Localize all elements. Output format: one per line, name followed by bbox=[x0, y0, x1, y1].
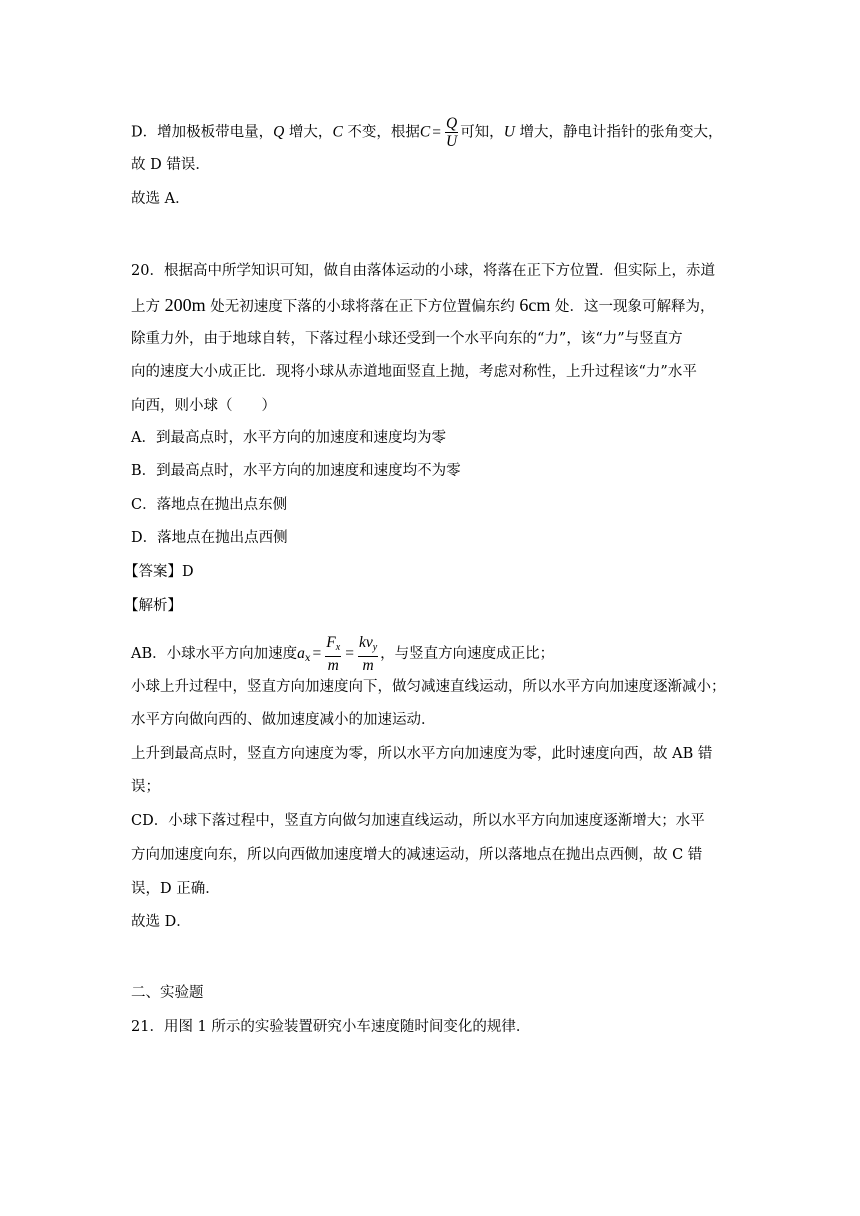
analysis-line-5: 误； bbox=[131, 779, 160, 795]
q20-stem-line-1: 20．根据高中所学知识可知，做自由落体运动的小球，将落在正下方位置．但实际上，赤道 bbox=[131, 263, 715, 279]
analysis-line-7: 方向加速度向东，所以向西做加速度增大的减速运动，所以落地点在抛出点西侧，故 C 错 bbox=[131, 847, 703, 863]
q20-stem-line-3: 除重力外，由于地球自转，下落过程小球还受到一个水平向东的“力”，该“力”与竖直方 bbox=[131, 331, 683, 347]
formula-lhs: C bbox=[419, 123, 431, 141]
text-segment: 处无初速度下落的小球将落在正下方位置偏东约 bbox=[205, 299, 520, 315]
variable-a: a bbox=[297, 645, 305, 662]
analysis-line-3: 水平方向做向西的、做加速度减小的加速运动． bbox=[131, 712, 436, 728]
option-d-conclusion: 故 D 错误． bbox=[131, 157, 210, 173]
section-heading: 二、实验题 bbox=[131, 985, 204, 1001]
option-d-explanation bbox=[131, 115, 723, 150]
analysis-line-6: CD．小球下落过程中，竖直方向做匀加速直线运动，所以水平方向加速度逐渐增大；水平 bbox=[131, 813, 705, 829]
text-segment: D．增加极板带电量， bbox=[131, 124, 274, 141]
fraction-numerator bbox=[358, 634, 378, 657]
analysis-line-9: 故选 D． bbox=[131, 914, 191, 930]
numerator-kv: kv bbox=[358, 634, 373, 651]
variable-c: C bbox=[332, 123, 343, 141]
text-segment: 增大， bbox=[284, 124, 333, 141]
analysis-line-4: 上升到最高点时，竖直方向速度为零，所以水平方向加速度为零，此时速度向西，故 AB 错 bbox=[131, 746, 713, 762]
text-segment: 可知， bbox=[460, 124, 504, 141]
subscript-x: x bbox=[335, 642, 341, 653]
fraction-denominator: U bbox=[445, 133, 458, 150]
offset-value: 6cm bbox=[519, 295, 551, 315]
analysis-line-2: 小球上升过程中，竖直方向加速度向下，做匀减速直线运动，所以水平方向加速度逐渐减小； bbox=[131, 679, 726, 695]
equals-sign: = bbox=[432, 123, 441, 141]
numerator-f: F bbox=[326, 634, 336, 651]
equals-sign: = bbox=[345, 645, 354, 662]
text-segment: AB．小球水平方向加速度 bbox=[131, 646, 298, 662]
q20-option-d: D．落地点在抛出点西侧 bbox=[131, 530, 288, 546]
q20-stem-line-2 bbox=[131, 295, 729, 317]
q20-option-c: C．落地点在抛出点东侧 bbox=[131, 497, 288, 513]
subscript-x: x bbox=[304, 653, 311, 664]
equals-sign: = bbox=[312, 645, 322, 662]
q20-option-a: A．到最高点时，水平方向的加速度和速度均为零 bbox=[131, 430, 446, 446]
fraction-kvy-over-m bbox=[358, 634, 378, 674]
q21-stem: 21．用图 1 所示的实验装置研究小车速度随时间变化的规律． bbox=[131, 1019, 531, 1035]
subscript-y: y bbox=[372, 642, 378, 653]
text-segment: 处．这一现象可解释为， bbox=[550, 299, 715, 315]
text-segment: 不变，根据 bbox=[342, 124, 420, 141]
fraction-fx-over-m bbox=[325, 634, 341, 674]
variable-q: Q bbox=[273, 123, 285, 141]
text-segment: 上方 bbox=[131, 299, 165, 315]
answer-label: 【答案】D bbox=[124, 564, 194, 580]
height-value: 200m bbox=[164, 295, 206, 315]
text-segment: ，与竖直方向速度成正比； bbox=[380, 646, 555, 662]
analysis-line-8: 误，D 正确． bbox=[131, 881, 220, 897]
fraction-numerator: Q bbox=[445, 115, 458, 132]
analysis-label: 【解析】 bbox=[124, 598, 182, 614]
fraction-q-over-u bbox=[445, 115, 458, 150]
analysis-ab-line bbox=[131, 634, 554, 674]
variable-u: U bbox=[503, 123, 515, 141]
previous-answer-choice: 故选 A． bbox=[131, 191, 190, 207]
fraction-denominator: m bbox=[362, 657, 374, 674]
q20-stem-line-4: 向的速度大小成正比．现将小球从赤道地面竖直上抛，考虑对称性，上升过程该“力”水平 bbox=[131, 364, 697, 380]
fraction-denominator: m bbox=[327, 657, 339, 674]
q20-stem-line-5: 向西，则小球（ ） bbox=[131, 398, 276, 414]
text-segment: 增大，静电计指针的张角变大， bbox=[514, 124, 723, 141]
fraction-numerator bbox=[325, 634, 341, 657]
q20-option-b: B．到最高点时，水平方向的加速度和速度均不为零 bbox=[131, 463, 461, 479]
